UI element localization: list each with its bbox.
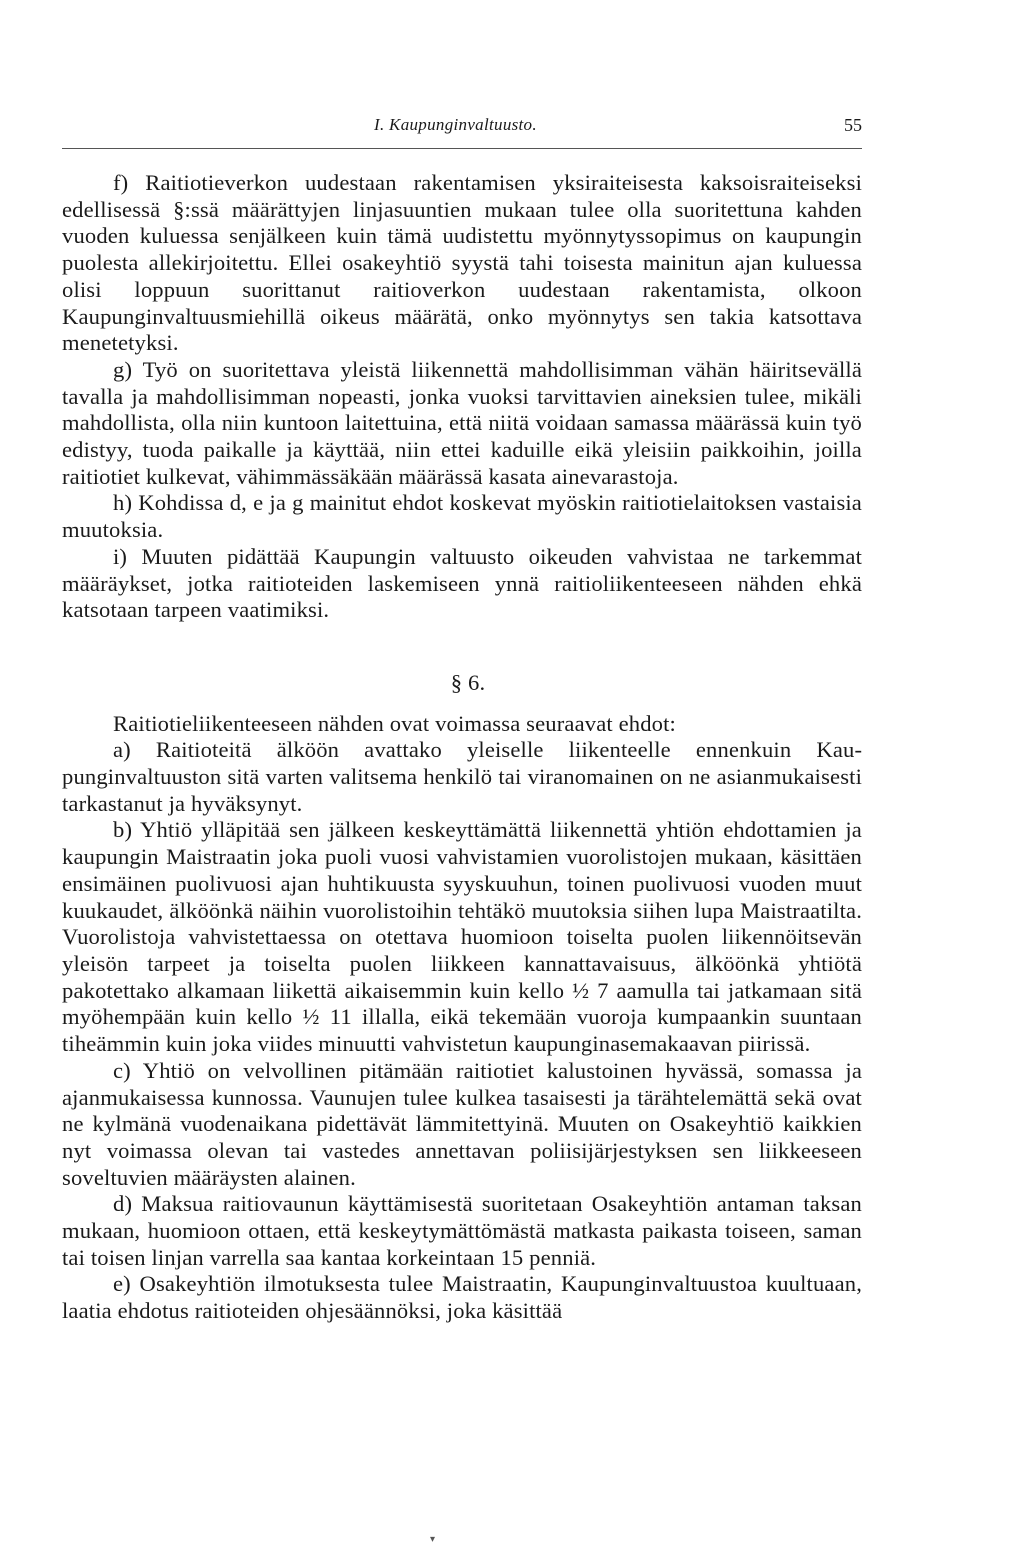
running-title: I. Kaupunginvaltuusto. [374, 115, 537, 134]
paragraph-g: g) Työ on suoritettava yleistä liikennettä mahdollisimman vähän häiritsevällä tavalla ja mahdollisimman nopeasti, jonka vuoksi tarvittavien aineksien tulee, mikäli mahdollista, olla niin kuntoon laitettuina, että niitä voidaan samassa määrässä kuin työ edistyy, tuoda paikalle ja käyttää, niin ettei kaduille eikä yleisiin paikkoihin, joilla raitiotiet kulkevat, vähimmässäkään määrässä kasata ainevarastoja. [62, 356, 862, 489]
paragraph-b: b) Yhtiö ylläpitää sen jälkeen keskeyttämättä liikennettä yhtiön ehdottamien ja kaupungin Maistraatin joka puoli vuosi vahvistamien vuorolistojen mukaan, käsittäen ensimäinen puolivuosi ajan huhtikuusta syyskuuhun, toinen puolivuosi vuoden muut kuukaudet, älköönkä näihin vuorolistoihin tehtäkö muutoksia siihen lupa Maistraatilta. Vuorolistoja vahvistettaessa on otettava huomioon toiselta puolen liikennöitsevän yleisön tarpeet ja toiselta puolen liikkeen kannattavaisuus, älköönkä yhtiötä pakotettako alkamaan liikettä aikaisemmin kuin kello ½ 7 aamulla tai jatkamaan sitä myöhempään kuin kello ½ 11 illalla, eikä tekemään vuoroja kumpaankin suuntaan tiheämmin kuin joka viides minuutti vahvistetun kaupunginasemakaavan piirissä. [62, 817, 862, 1057]
body-text [62, 170, 862, 1325]
section-heading: § 6. [450, 669, 486, 695]
header-rule [62, 148, 862, 149]
printer-mark: ▾ [430, 1534, 436, 1545]
page-number: 55 [844, 115, 862, 135]
paragraph-a: a) Raitioteitä älköön avattako yleiselle liikenteelle ennenkuin Kaupunginvaltuuston sitä varten valitsema henkilö tai viranomainen on ne asianmukaisesti tarkastanut ja hyväksynyt. [62, 737, 862, 816]
paragraph-h: h) Kohdissa d, e ja g mainitut ehdot koskevat myöskin raitiotielaitoksen vastaisia muutoksia. [62, 490, 862, 543]
paragraph-intro: Raitiotieliikenteeseen nähden ovat voimassa seuraavat ehdot: [113, 710, 676, 736]
paragraph-i: i) Muuten pidättää Kaupungin valtuusto oikeuden vahvistaa ne tarkemmat määräykset, jotka raitioteiden laskemiseen ynnä raitioliikenteeseen nähden ehkä katsotaan tarpeen vaatimiksi. [62, 543, 862, 623]
paragraph-e: e) Osakeyhtiön ilmotuksesta tulee Maistraatin, Kaupunginvaltuustoa kuultuaan, laatia ehdotus raitioteiden ohjesäännöksi, joka käsittää [62, 1271, 862, 1324]
running-head [62, 115, 862, 137]
paragraph-c: c) Yhtiö on velvollinen pitämään raitiotiet kalustoinen hyvässä, somassa ja ajanmukaisessa kunnossa. Vaunujen tulee kulkea tasaisesti ja tärähtelemättä sekä ovat ne kylmänä vuodenaikana pidettävät lämmitettyinä. Muuten on Osakeyhtiö kaikkien nyt voimassa olevan tai vastedes annettavan poliisijärjestyksen sen liikkeeseen soveltuvien määräysten alainen. [62, 1057, 862, 1190]
paragraph-d: d) Maksua raitiovaunun käyttämisestä suoritetaan Osakeyhtiön antaman taksan mukaan, huomioon ottaen, että keskeytymättömästä matkasta paikasta toiseen, saman tai toisen linjan varrella saa kantaa korkeintaan 15 penniä. [62, 1191, 862, 1270]
paragraph-f: f) Raitiotieverkon uudestaan rakentamisen yksiraiteisesta kaksoisraiteiseksi edellisessä §:ssä määrättyjen linjasuuntien mukaan tulee olla suoritettuna kahden vuoden kuluessa senjälkeen kuin tämä uudistettu myönnytyssopimus on kaupungin puolesta allekirjoitettu. Ellei osakeyhtiö syystä tahi toisesta mainitun ajan kuluessa olisi loppuun suorittanut raitioverkon uudestaan rakentamista, olkoon Kaupunginvaltuusmiehillä oikeus määrätä, onko myönnytys sen takia katsottava menetetyksi. [62, 170, 862, 356]
